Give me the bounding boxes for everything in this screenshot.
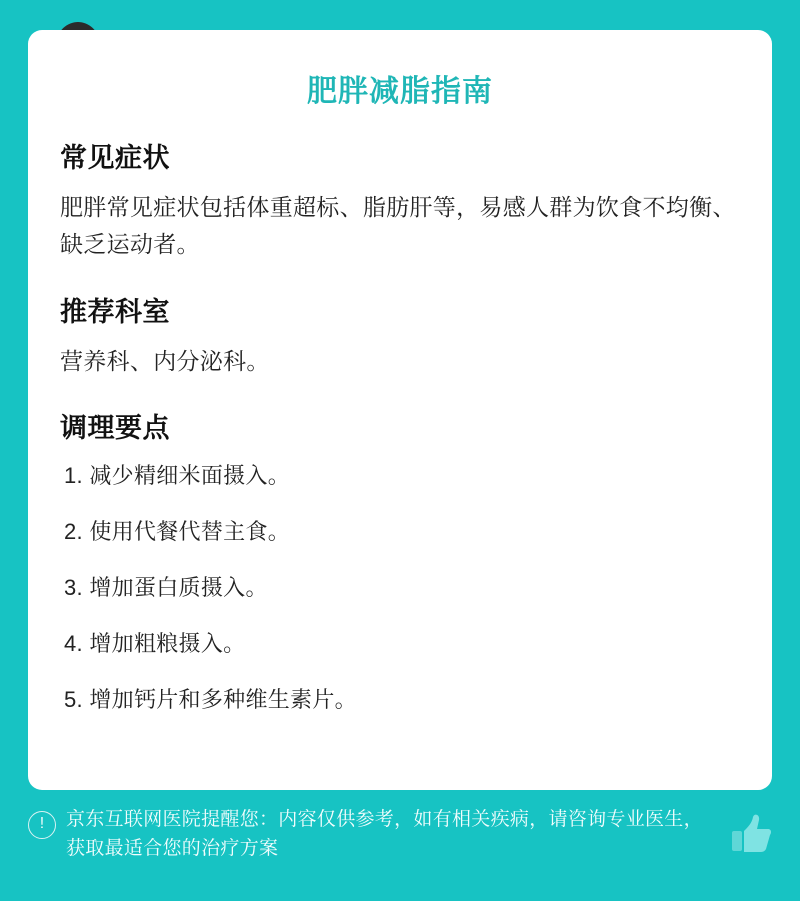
tips-list [60, 459, 740, 717]
list-item: 3. 增加蛋白质摄入。 [64, 574, 268, 600]
thumbs-up-icon[interactable] [728, 811, 772, 855]
guide-card [28, 30, 772, 790]
list-item: 4. 增加粗粮摄入。 [64, 631, 246, 657]
list-item: 1. 减少精细米面摄入。 [64, 462, 291, 488]
info-icon: ! [28, 811, 56, 839]
footer-disclaimer [28, 805, 772, 864]
section-heading-department: 推荐科室 [60, 296, 170, 327]
section-text-symptoms: 肥胖常见症状包括体重超标、脂肪肝等，易感人群为饮食不均衡、缺乏运动者。 [60, 194, 736, 258]
section-text-department: 营养科、内分泌科。 [60, 347, 270, 374]
list-item: 2. 使用代餐代替主食。 [64, 518, 291, 544]
footer-text: 京东互联网医院提醒您：内容仅供参考，如有相关疾病，请咨询专业医生，获取最适合您的治疗方案 [66, 809, 703, 860]
section-heading-tips: 调理要点 [60, 412, 170, 443]
list-item: 5. 增加钙片和多种维生素片。 [64, 687, 357, 713]
section-heading-symptoms: 常见症状 [60, 143, 170, 173]
page-title: 肥胖减脂指南 [307, 75, 493, 108]
